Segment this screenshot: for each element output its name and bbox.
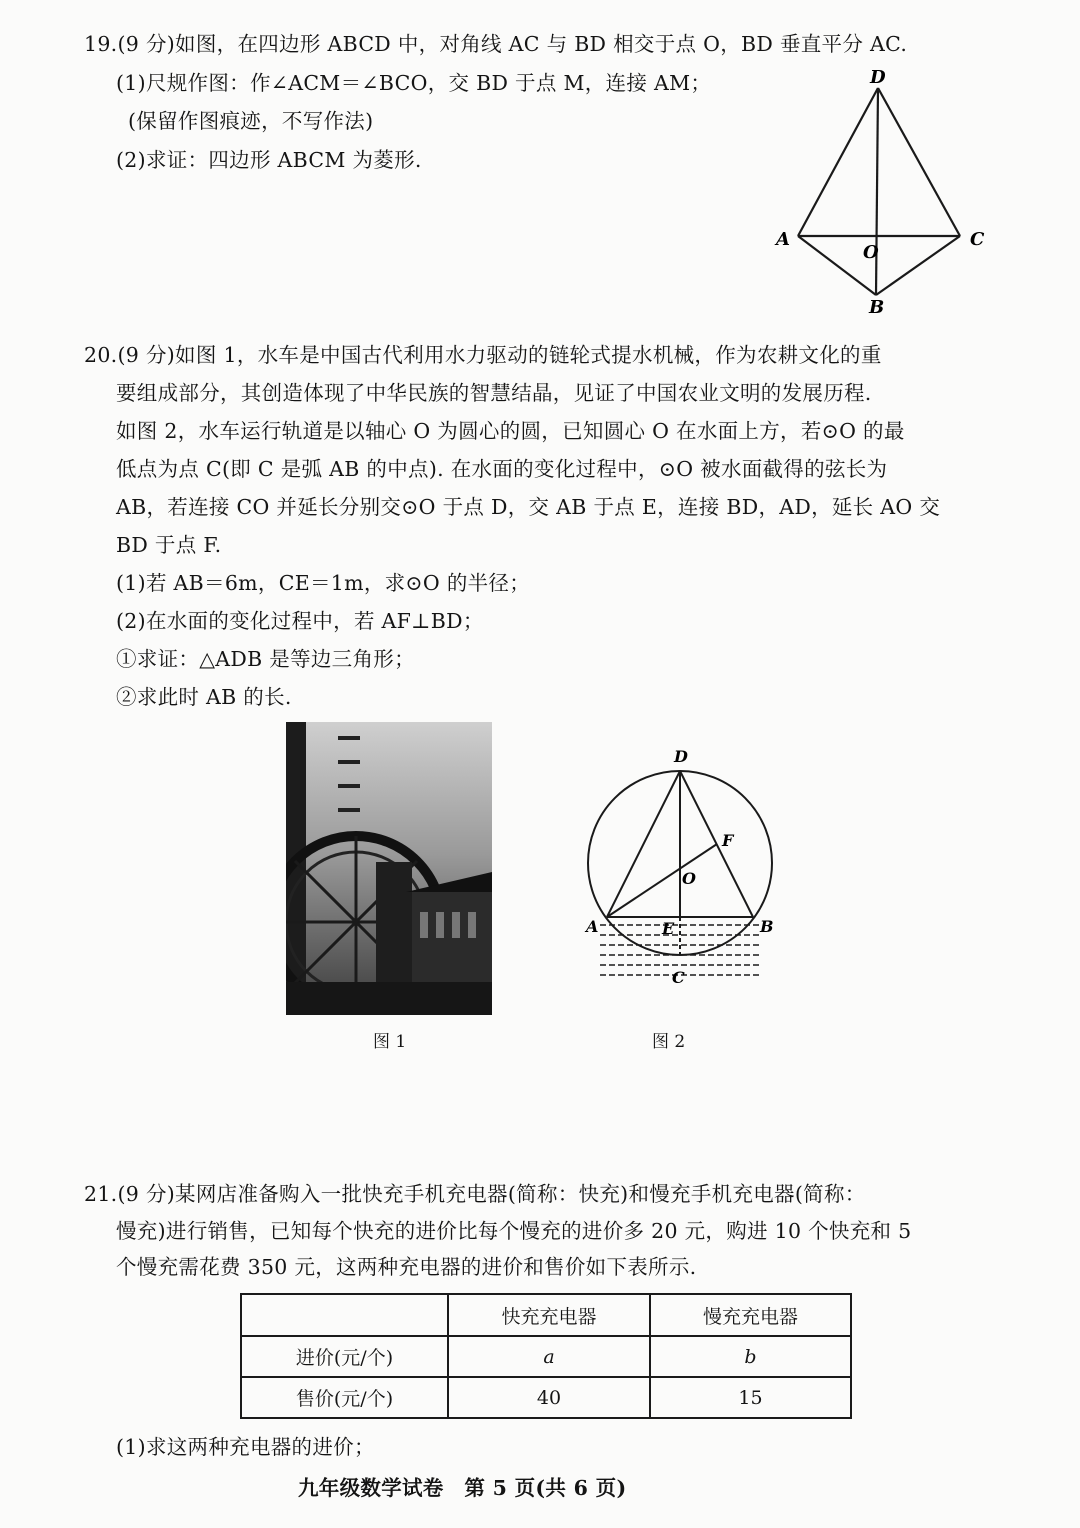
q19-line-1: 19.(9 分)如图，在四边形 ABCD 中，对角线 AC 与 BD 相交于点 O，BD 垂直平分 AC.: [84, 32, 908, 56]
edge-DA: [798, 88, 878, 236]
q20-line-4: 低点为点 C(即 C 是弧 AB 的中点). 在水面的变化过程中，⊙O 被水面截得的弦长为: [116, 457, 888, 481]
q20-line-1: 20.(9 分)如图 1，水车是中国古代利用水力驱动的链轮式提水机械，作为农耕文化的重: [84, 343, 882, 367]
segment-AD: [607, 771, 680, 917]
q19-line-2: (1)尺规作图：作∠ACM＝∠BCO，交 BD 于点 M，连接 AM；: [116, 71, 712, 95]
label-O: O: [863, 242, 879, 263]
q20-sub-2: (2)在水面的变化过程中，若 AF⊥BD；: [116, 609, 484, 633]
label-D: D: [870, 67, 886, 88]
table-cell: 15: [650, 1377, 851, 1418]
q21-line-2: 慢充)进行销售，已知每个快充的进价比每个慢充的进价多 20 元，购进 10 个快充和 5: [116, 1219, 912, 1243]
table-cell: 快充充电器: [448, 1294, 650, 1336]
q20-sub-2a: ①求证：△ADB 是等边三角形；: [116, 647, 415, 671]
table-row: [241, 1377, 851, 1418]
label-E: E: [662, 919, 675, 938]
label-F: F: [722, 831, 734, 850]
edge-CB: [876, 236, 960, 295]
page-footer: 九年级数学试卷 第 5 页(共 6 页): [298, 1476, 627, 1500]
price-table: [240, 1293, 852, 1419]
table-cell: [241, 1294, 448, 1336]
edge-DC: [878, 88, 960, 236]
q20-line-5: AB，若连接 CO 并延长分别交⊙O 于点 D，交 AB 于点 E，连接 BD，AD，延长 AO 交: [116, 495, 941, 519]
table-header-row: [241, 1294, 851, 1336]
q20-line-3: 如图 2，水车运行轨道是以轴心 O 为圆心的圆，已知圆心 O 在水面上方，若⊙O 的最: [116, 419, 905, 443]
table-cell: 进价(元/个): [241, 1336, 448, 1377]
table-cell: 慢充充电器: [650, 1294, 851, 1336]
segment-AF: [607, 844, 717, 917]
table-cell: 40: [448, 1377, 650, 1418]
label-B: B: [760, 917, 774, 936]
label-A: A: [776, 229, 790, 250]
q20-line-6: BD 于点 F.: [116, 533, 222, 557]
q19-line-4: (2)求证：四边形 ABCM 为菱形.: [116, 148, 422, 172]
label-C: C: [970, 229, 985, 250]
diagonal-BD: [876, 88, 878, 295]
q20-sub-2b: ②求此时 AB 的长.: [116, 685, 292, 709]
table-cell: b: [650, 1336, 851, 1377]
label-O: O: [682, 869, 696, 888]
figure-1-caption: 图 1: [373, 1032, 407, 1052]
table-cell: 售价(元/个): [241, 1377, 448, 1418]
label-D: D: [674, 747, 688, 766]
label-C: C: [672, 968, 685, 987]
q19-line-3: (保留作图痕迹，不写作法): [128, 109, 374, 133]
q20-sub-1: (1)若 AB＝6m，CE＝1m，求⊙O 的半径；: [116, 571, 531, 595]
table-cell: a: [448, 1336, 650, 1377]
q19-quadrilateral-figure: [760, 60, 1000, 320]
q20-line-2: 要组成部分，其创造体现了中华民族的智慧结晶，见证了中国农业文明的发展历程.: [116, 381, 872, 405]
water-wheel-photo: [286, 722, 492, 1015]
q21-line-1: 21.(9 分)某网店准备购入一批快充手机充电器(简称：快充)和慢充手机充电器(简称：: [84, 1182, 866, 1206]
table-row: [241, 1336, 851, 1377]
label-B: B: [869, 297, 885, 318]
q21-sub-1: (1)求这两种充电器的进价；: [116, 1435, 375, 1459]
q20-circle-figure: [570, 740, 790, 1000]
label-A: A: [586, 917, 599, 936]
figure-2-caption: 图 2: [652, 1032, 686, 1052]
q21-line-3: 个慢充需花费 350 元，这两种充电器的进价和售价如下表所示.: [116, 1255, 697, 1279]
